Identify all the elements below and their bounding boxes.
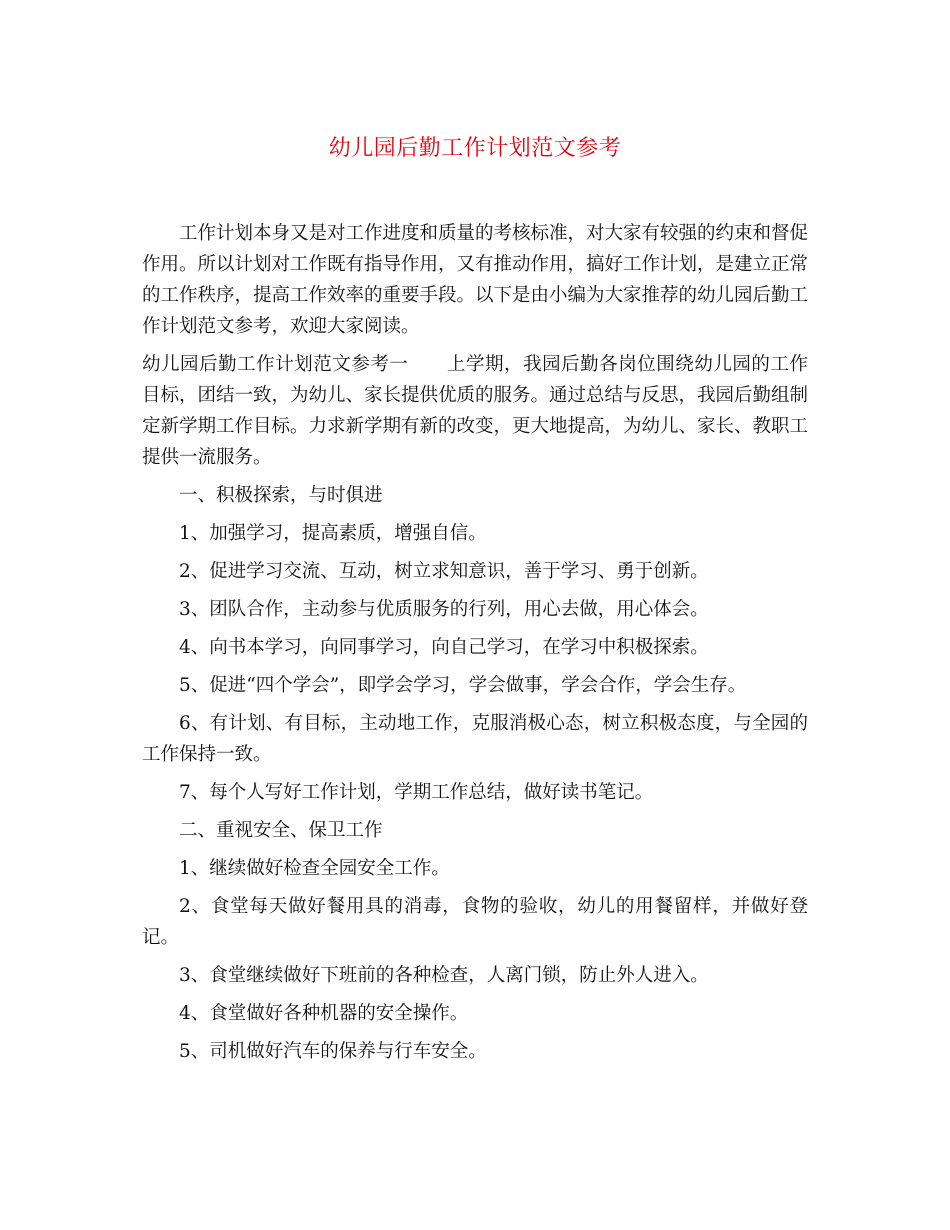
intro-paragraph: 工作计划本身又是对工作进度和质量的考核标准，对大家有较强的约束和督促作用。所以计划对工作既有指导作用，又有推动作用，搞好工作计划，是建立正常的工作秩序，提高工作效率的重要手段。以下是由小编为大家推荐的幼儿园后勤工作计划范文参考，欢迎大家阅读。 bbox=[142, 223, 809, 337]
part2-item: 5、司机做好汽车的保养与行车安全。 bbox=[179, 1041, 487, 1062]
part1-item: 5、促进“四个学会”，即学会学习，学会做事，学会合作，学会生存。 bbox=[179, 675, 747, 696]
section-heading: 幼儿园后勤工作计划范文参考一 bbox=[142, 354, 409, 375]
part2-item: 2、食堂每天做好餐用具的消毒，食物的验收，幼儿的用餐留样，并做好登记。 bbox=[142, 896, 808, 948]
section-text: 上学期，我园后勤各岗位围绕幼儿园的工作目标，团结一致，为幼儿、家长提供优质的服务。通过总结与反思，我园后勤组制定新学期工作目标。力求新学期有新的改变，更大地提高，为幼儿、家长、教职工提供一流服务。 bbox=[142, 354, 809, 468]
part1-item: 2、促进学习交流、互动，树立求知意识，善于学习、勇于创新。 bbox=[179, 561, 709, 582]
document-title: 幼儿园后勤工作计划范文参考 bbox=[328, 136, 622, 161]
part2-item: 1、继续做好检查全园安全工作。 bbox=[179, 858, 450, 879]
part1-item: 3、团队合作，主动参与优质服务的行列，用心去做，用心体会。 bbox=[179, 599, 709, 620]
part1-item: 4、向书本学习，向同事学习，向自己学习，在学习中积极探索。 bbox=[179, 637, 709, 658]
part1-item: 6、有计划、有目标，主动地工作，克服消极心态，树立积极态度，与全园的工作保持一致。 bbox=[142, 713, 808, 765]
part1-item: 7、每个人写好工作计划，学期工作总结，做好读书笔记。 bbox=[179, 782, 654, 803]
part2-item: 3、食堂继续做好下班前的各种检查，人离门锁，防止外人进入。 bbox=[179, 965, 709, 986]
part1-item: 1、加强学习，提高素质，增强自信。 bbox=[179, 523, 487, 544]
part2-heading: 二、重视安全、保卫工作 bbox=[179, 820, 383, 841]
document-body bbox=[142, 218, 808, 1074]
part1-heading: 一、积极探索，与时俱进 bbox=[179, 485, 383, 506]
part2-item: 4、食堂做好各种机器的安全操作。 bbox=[179, 1003, 469, 1024]
section-paragraph bbox=[142, 349, 808, 473]
